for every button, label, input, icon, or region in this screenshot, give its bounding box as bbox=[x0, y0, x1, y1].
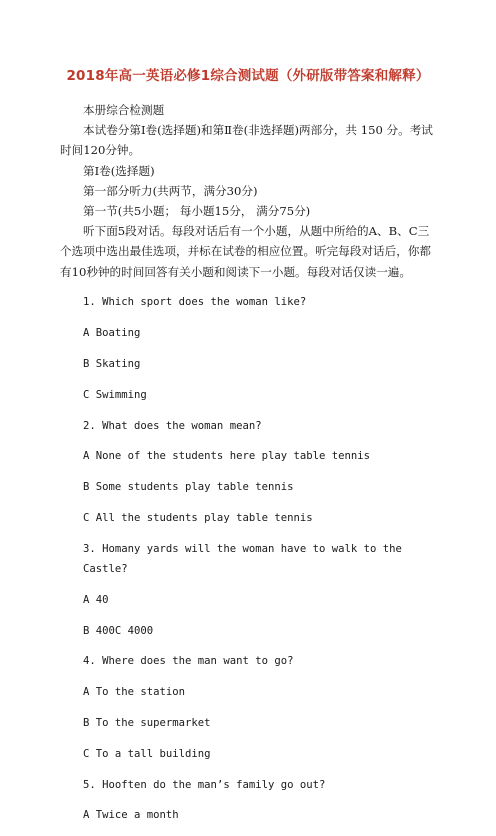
question-option: A Boating bbox=[83, 327, 141, 340]
question-list bbox=[60, 292, 436, 825]
question-stem: 4. Where does the man want to go? bbox=[83, 655, 294, 668]
section-subheading: 第一节(共5小题； 每小题15分， 满分75分) bbox=[83, 204, 311, 219]
intro-paragraph: 本试卷分第Ⅰ卷(选择题)和第Ⅱ卷(非选择题)两部分，共 150 分。考试时间120分钟。 bbox=[60, 123, 433, 158]
document-body bbox=[60, 100, 436, 836]
question-option: A 40 bbox=[83, 593, 109, 606]
question-stem: 3. Homany yards will the woman have to walk to the Castle? bbox=[83, 542, 402, 575]
question-stem: 1. Which sport does the woman like? bbox=[83, 296, 307, 309]
section-heading: 本册综合检测题 bbox=[83, 103, 165, 117]
question-option: A Twice a month bbox=[83, 809, 179, 822]
document-title: 2018年高一英语必修1综合测试题（外研版带答案和解释） bbox=[66, 68, 430, 84]
question-stem: 5. Hooften do the man’s family go out? bbox=[83, 778, 326, 791]
question-option: B Skating bbox=[83, 358, 141, 371]
question-option: A None of the students here play table tennis bbox=[83, 450, 371, 463]
question-option: B Some students play table tennis bbox=[83, 481, 294, 494]
question-option: A To the station bbox=[83, 686, 186, 699]
question-option: C To a tall building bbox=[83, 747, 211, 760]
part-heading: 第Ⅰ卷(选择题) bbox=[83, 163, 155, 178]
question-stem: 2. What does the woman mean? bbox=[83, 419, 262, 432]
question-option: C Swimming bbox=[83, 388, 147, 401]
part-section-heading: 第一部分听力(共两节，满分30分) bbox=[83, 183, 258, 198]
question-option: B To the supermarket bbox=[83, 716, 211, 729]
question-option: B 400C 4000 bbox=[83, 624, 154, 637]
question-option: C All the students play table tennis bbox=[83, 512, 313, 524]
instructions-paragraph: 听下面5段对话。每段对话后有一个小题，从题中所给的A、B、C三个选项中选出最佳选项，并标在试卷的相应位置。听完每段对话后，你都有10秒钟的时间回答有关小题和阅读下一小题。每段对话仅读一遍。 bbox=[60, 224, 432, 279]
